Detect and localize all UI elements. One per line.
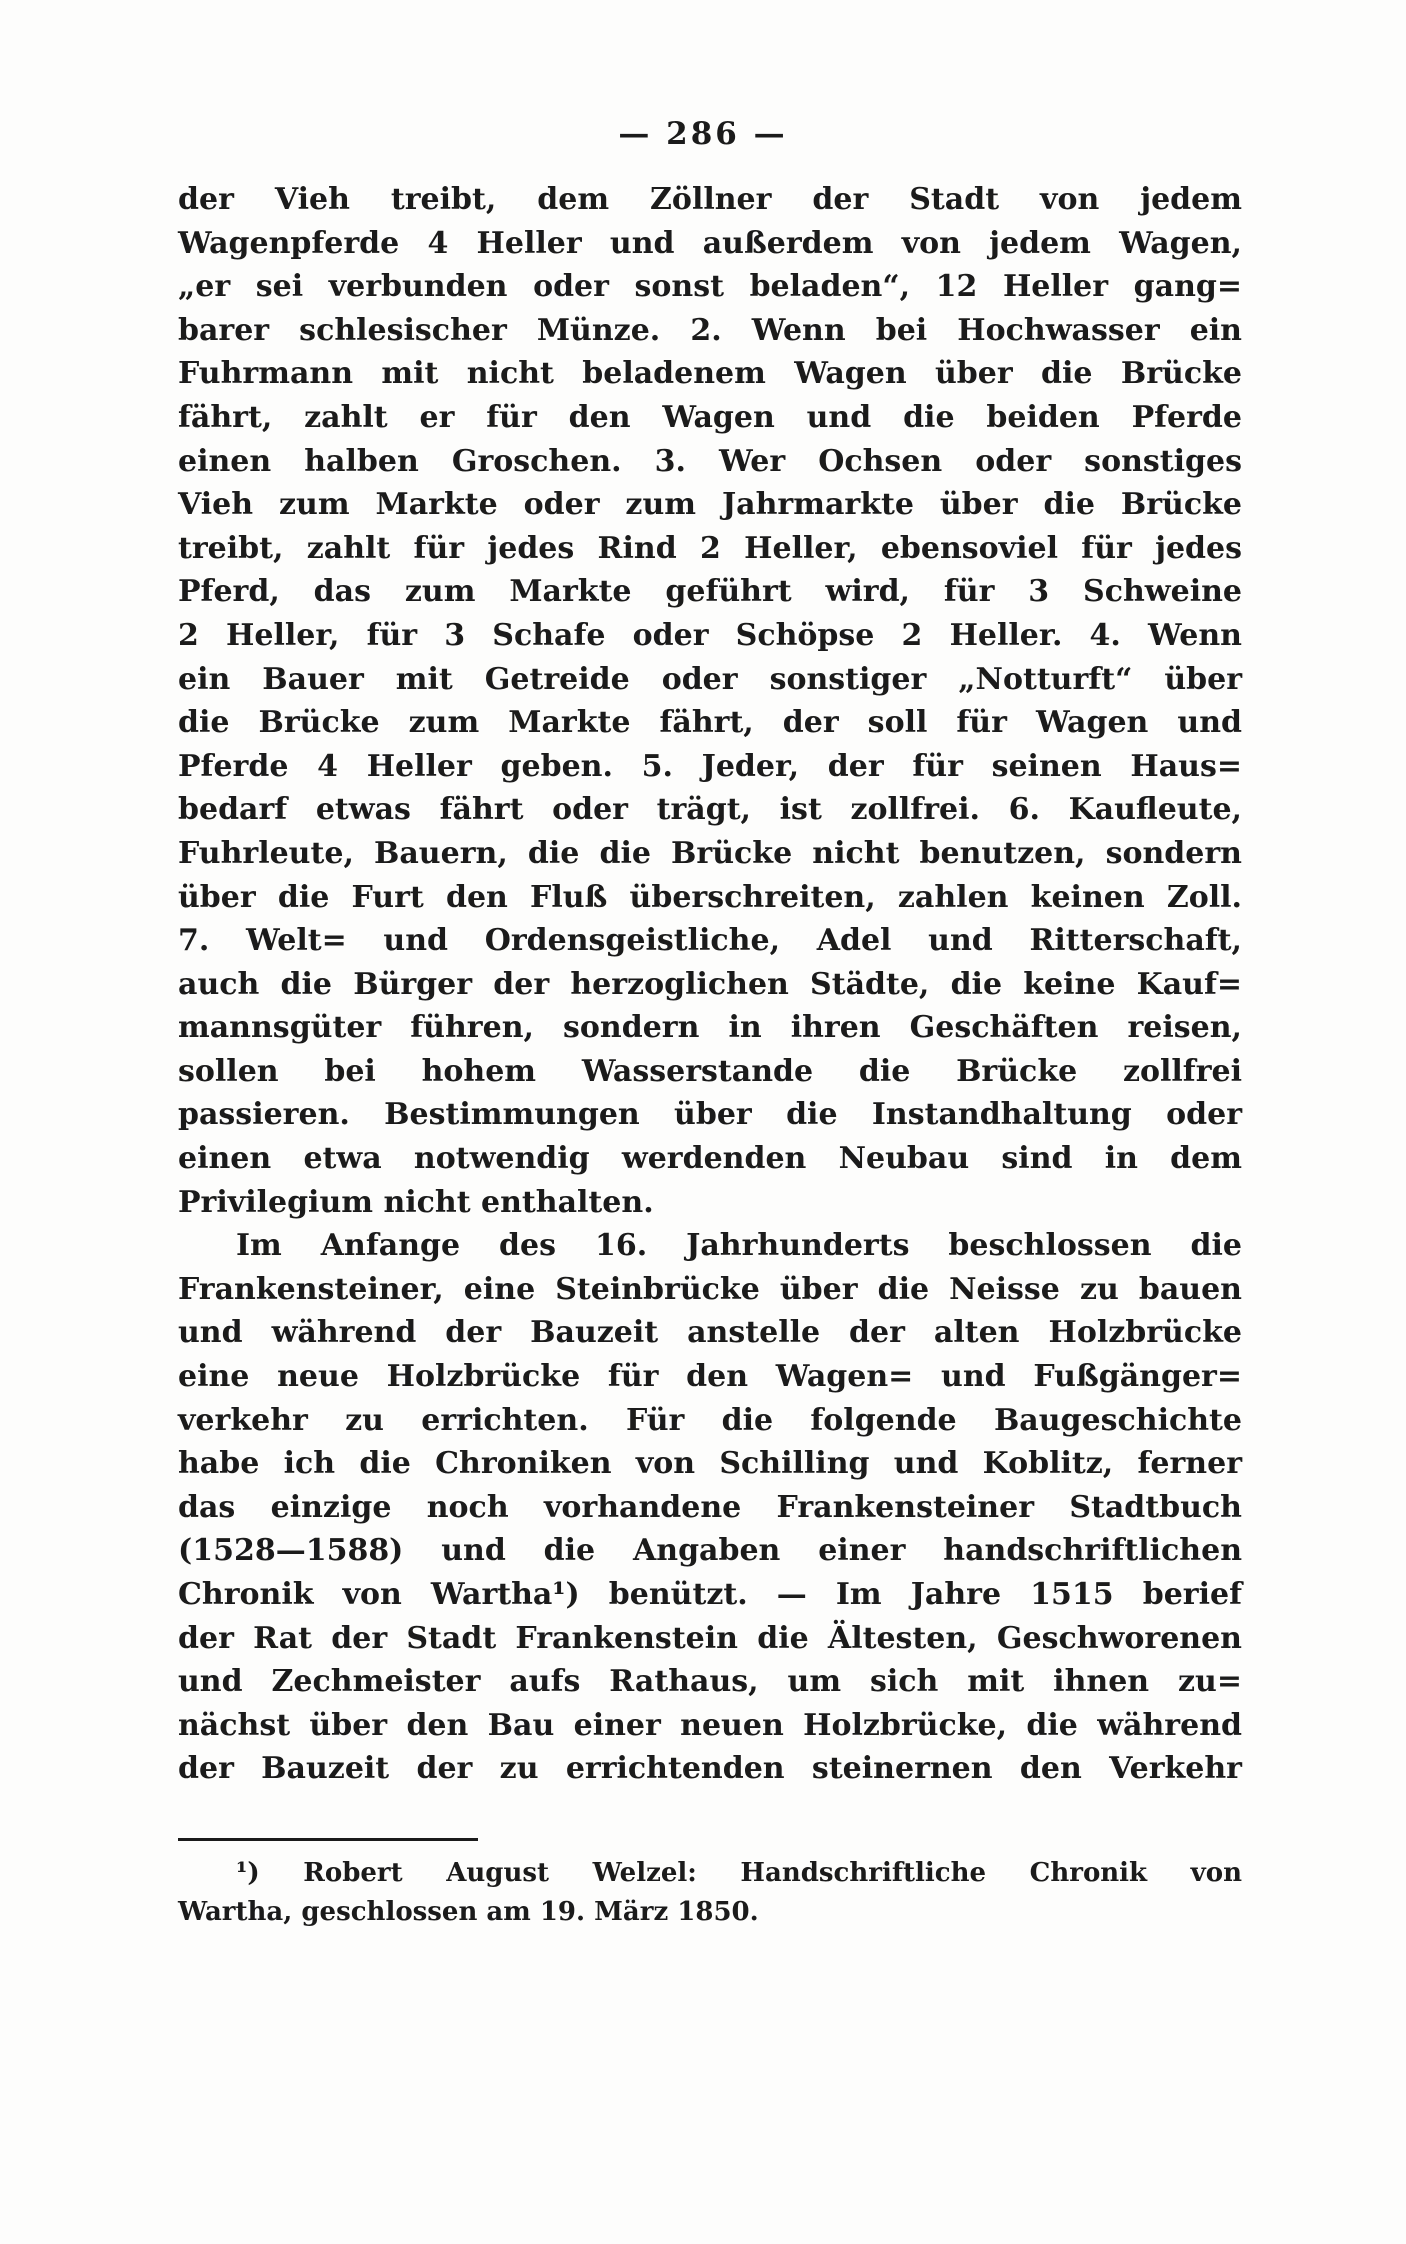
text-line: 7. Welt= und Ordensgeistliche, Adel und Ritterschaft, <box>178 923 1242 959</box>
text-line: verkehr zu errichten. Für die folgende Baugeschichte <box>178 1402 1242 1438</box>
text-line: ein Bauer mit Getreide oder sonstiger „Notturft“ über <box>178 661 1242 697</box>
text-line: passieren. Bestimmungen über die Instandhaltung oder <box>178 1097 1242 1133</box>
text-line: Privilegium nicht enthalten. <box>178 1184 654 1220</box>
footnote <box>178 1854 1242 1932</box>
text-line: und Zechmeister aufs Rathaus, um sich mit ihnen zu= <box>178 1664 1242 1700</box>
text-line: die Brücke zum Markte fährt, der soll für Wagen und <box>178 705 1242 741</box>
text-line: fährt, zahlt er für den Wagen und die beiden Pferde <box>178 399 1242 435</box>
text-line: eine neue Holzbrücke für den Wagen= und Fußgänger= <box>178 1359 1242 1395</box>
text-line: der Rat der Stadt Frankenstein die Ältesten, Geschworenen <box>178 1620 1242 1656</box>
footnote-separator <box>178 1838 478 1841</box>
text-line: über die Furt den Fluß überschreiten, zahlen keinen Zoll. <box>178 879 1242 915</box>
text-line: sollen bei hohem Wasserstande die Brücke zollfrei <box>178 1053 1242 1089</box>
text-line: der Bauzeit der zu errichtenden steinernen den Verkehr <box>178 1751 1242 1787</box>
text-line: bedarf etwas fährt oder trägt, ist zollfrei. 6. Kaufleute, <box>178 792 1242 828</box>
text-line: Vieh zum Markte oder zum Jahrmarkte über die Brücke <box>178 487 1242 523</box>
text-line: auch die Bürger der herzoglichen Städte, die keine Kauf= <box>178 966 1242 1002</box>
page-body <box>178 178 1242 1791</box>
text-line: das einzige noch vorhandene Frankensteiner Stadtbuch <box>178 1489 1242 1525</box>
text-line: und während der Bauzeit anstelle der alten Holzbrücke <box>178 1315 1242 1351</box>
text-line: einen halben Groschen. 3. Wer Ochsen oder sonstiges <box>178 443 1242 479</box>
text-line: barer schlesischer Münze. 2. Wenn bei Hochwasser ein <box>178 312 1242 348</box>
text-line: der Vieh treibt, dem Zöllner der Stadt von jedem <box>178 182 1242 217</box>
text-line: einen etwa notwendig werdenden Neubau sind in dem <box>178 1141 1242 1177</box>
text-line: ¹) Robert August Welzel: Handschriftliche Chronik von <box>236 1858 1242 1888</box>
text-line: treibt, zahlt für jedes Rind 2 Heller, ebensoviel für jedes <box>178 530 1242 566</box>
text-line: Fuhrmann mit nicht beladenem Wagen über die Brücke <box>178 356 1242 392</box>
text-line: Pferde 4 Heller geben. 5. Jeder, der für seinen Haus= <box>178 748 1242 784</box>
text-line: Chronik von Wartha¹) benützt. — Im Jahre 1515 berief <box>178 1577 1242 1612</box>
text-line: Pferd, das zum Markte geführt wird, für 3 Schweine <box>178 574 1242 610</box>
text-line: mannsgüter führen, sondern in ihren Geschäften reisen, <box>178 1010 1242 1046</box>
text-line: Wagenpferde 4 Heller und außerdem von jedem Wagen, <box>178 225 1242 261</box>
page-number: — 286 — <box>618 116 788 152</box>
text-line: Im Anfange des 16. Jahrhunderts beschlossen die <box>236 1228 1242 1264</box>
text-line: Fuhrleute, Bauern, die die Brücke nicht benutzen, sondern <box>178 835 1242 871</box>
text-line: habe ich die Chroniken von Schilling und Koblitz, ferner <box>178 1446 1242 1482</box>
text-line: (1528—1588) und die Angaben einer handschriftlichen <box>178 1533 1242 1569</box>
text-line: „er sei verbunden oder sonst beladen“, 12 Heller gang= <box>178 269 1242 305</box>
text-line: Wartha, geschlossen am 19. März 1850. <box>178 1897 759 1927</box>
text-line: nächst über den Bau einer neuen Holzbrücke, die während <box>178 1707 1242 1743</box>
text-line: Frankensteiner, eine Steinbrücke über die Neisse zu bauen <box>178 1271 1242 1307</box>
text-line: 2 Heller, für 3 Schafe oder Schöpse 2 Heller. 4. Wenn <box>178 617 1242 653</box>
